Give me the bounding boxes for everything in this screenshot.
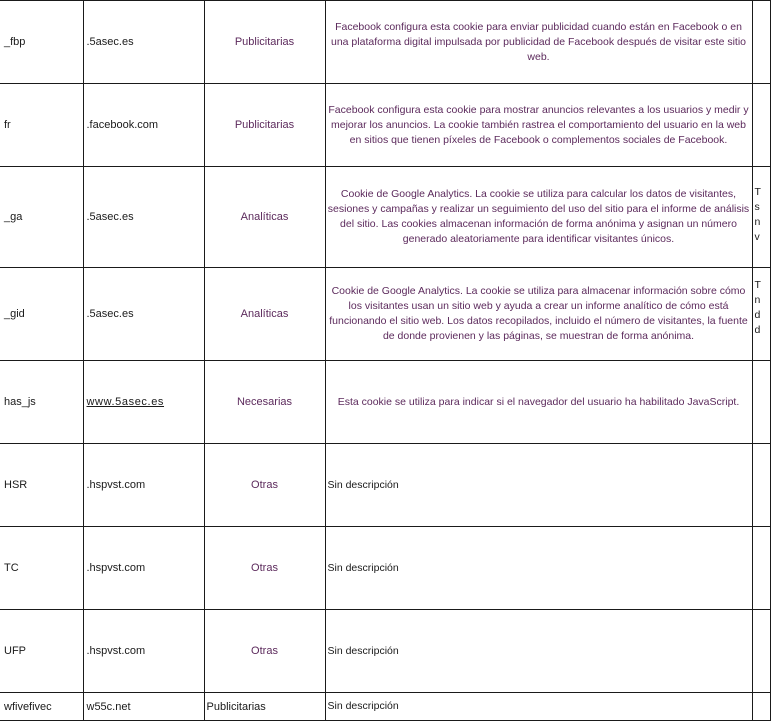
cookie-description: Cookie de Google Analytics. La cookie se utiliza para calcular los datos de visitantes, sesiones y campañas y realizar un seguimiento del uso del sitio para el informe de análisis del sitio. Las cookies almacenan información de forma anónima y asignan un número generado aleatoriamente para identificar visitantes únicos.	[325, 167, 752, 268]
cookie-name: _fbp	[0, 1, 83, 84]
cookie-extra	[752, 361, 770, 444]
cookie-name: HSR	[0, 444, 83, 527]
cookie-type: Otras	[204, 610, 325, 693]
cookie-description: Sin descripción	[325, 527, 752, 610]
table-row	[0, 361, 770, 444]
cookie-name: has_js	[0, 361, 83, 444]
table-row	[0, 1, 770, 84]
cookie-domain: .hspvst.com	[83, 444, 204, 527]
cookie-description: Facebook configura esta cookie para mostrar anuncios relevantes a los usuarios y medir y mejorar los anuncios. La cookie también rastrea el comportamiento del usuario en la web en sitios que tienen píxeles de Facebook o complementos sociales de Facebook.	[325, 84, 752, 167]
cookie-extra: T s n v	[752, 167, 770, 268]
cookie-description: Sin descripción	[325, 693, 752, 721]
cookie-domain: .5asec.es	[83, 268, 204, 361]
cookie-description: Sin descripción	[325, 610, 752, 693]
table-row	[0, 268, 770, 361]
cookie-type: Publicitarias	[204, 1, 325, 84]
table-row	[0, 610, 770, 693]
table-row	[0, 527, 770, 610]
cookie-type: Analíticas	[204, 268, 325, 361]
cookie-name: TC	[0, 527, 83, 610]
cookie-extra	[752, 693, 770, 721]
cookie-extra: T n d d	[752, 268, 770, 361]
cookie-description: Sin descripción	[325, 444, 752, 527]
cookie-name: UFP	[0, 610, 83, 693]
cookie-description: Esta cookie se utiliza para indicar si el navegador del usuario ha habilitado JavaScript.	[325, 361, 752, 444]
cookie-type: Analíticas	[204, 167, 325, 268]
cookie-domain: .5asec.es	[83, 1, 204, 84]
cookie-type: Otras	[204, 444, 325, 527]
cookie-description: Facebook configura esta cookie para enviar publicidad cuando están en Facebook o en una plataforma digital impulsada por publicidad de Facebook después de visitar este sitio web.	[325, 1, 752, 84]
cookie-domain: .facebook.com	[83, 84, 204, 167]
table-row	[0, 693, 770, 721]
cookie-domain: .hspvst.com	[83, 610, 204, 693]
cookie-domain: .5asec.es	[83, 167, 204, 268]
cookie-domain-link[interactable]: www.5asec.es	[83, 361, 204, 444]
cookie-name: _gid	[0, 268, 83, 361]
cookie-extra	[752, 610, 770, 693]
cookie-name: wfivefivec	[0, 693, 83, 721]
cookie-extra	[752, 84, 770, 167]
table-row	[0, 84, 770, 167]
cookie-extra	[752, 1, 770, 84]
cookie-description: Cookie de Google Analytics. La cookie se utiliza para almacenar información sobre cómo los visitantes usan un sitio web y ayuda a crear un informe analítico de cómo está funcionando el sitio web. Los datos recopilados, incluido el número de visitantes, la fuente de donde provienen y las páginas, se muestran de forma anónima.	[325, 268, 752, 361]
cookie-extra	[752, 444, 770, 527]
cookie-domain: w55c.net	[83, 693, 204, 721]
table-row	[0, 167, 770, 268]
table-row	[0, 444, 770, 527]
cookie-type: Publicitarias	[204, 693, 325, 721]
cookie-name: _ga	[0, 167, 83, 268]
cookie-type: Otras	[204, 527, 325, 610]
cookie-name: fr	[0, 84, 83, 167]
cookie-extra	[752, 527, 770, 610]
cookie-domain: .hspvst.com	[83, 527, 204, 610]
cookie-type: Necesarias	[204, 361, 325, 444]
cookie-type: Publicitarias	[204, 84, 325, 167]
